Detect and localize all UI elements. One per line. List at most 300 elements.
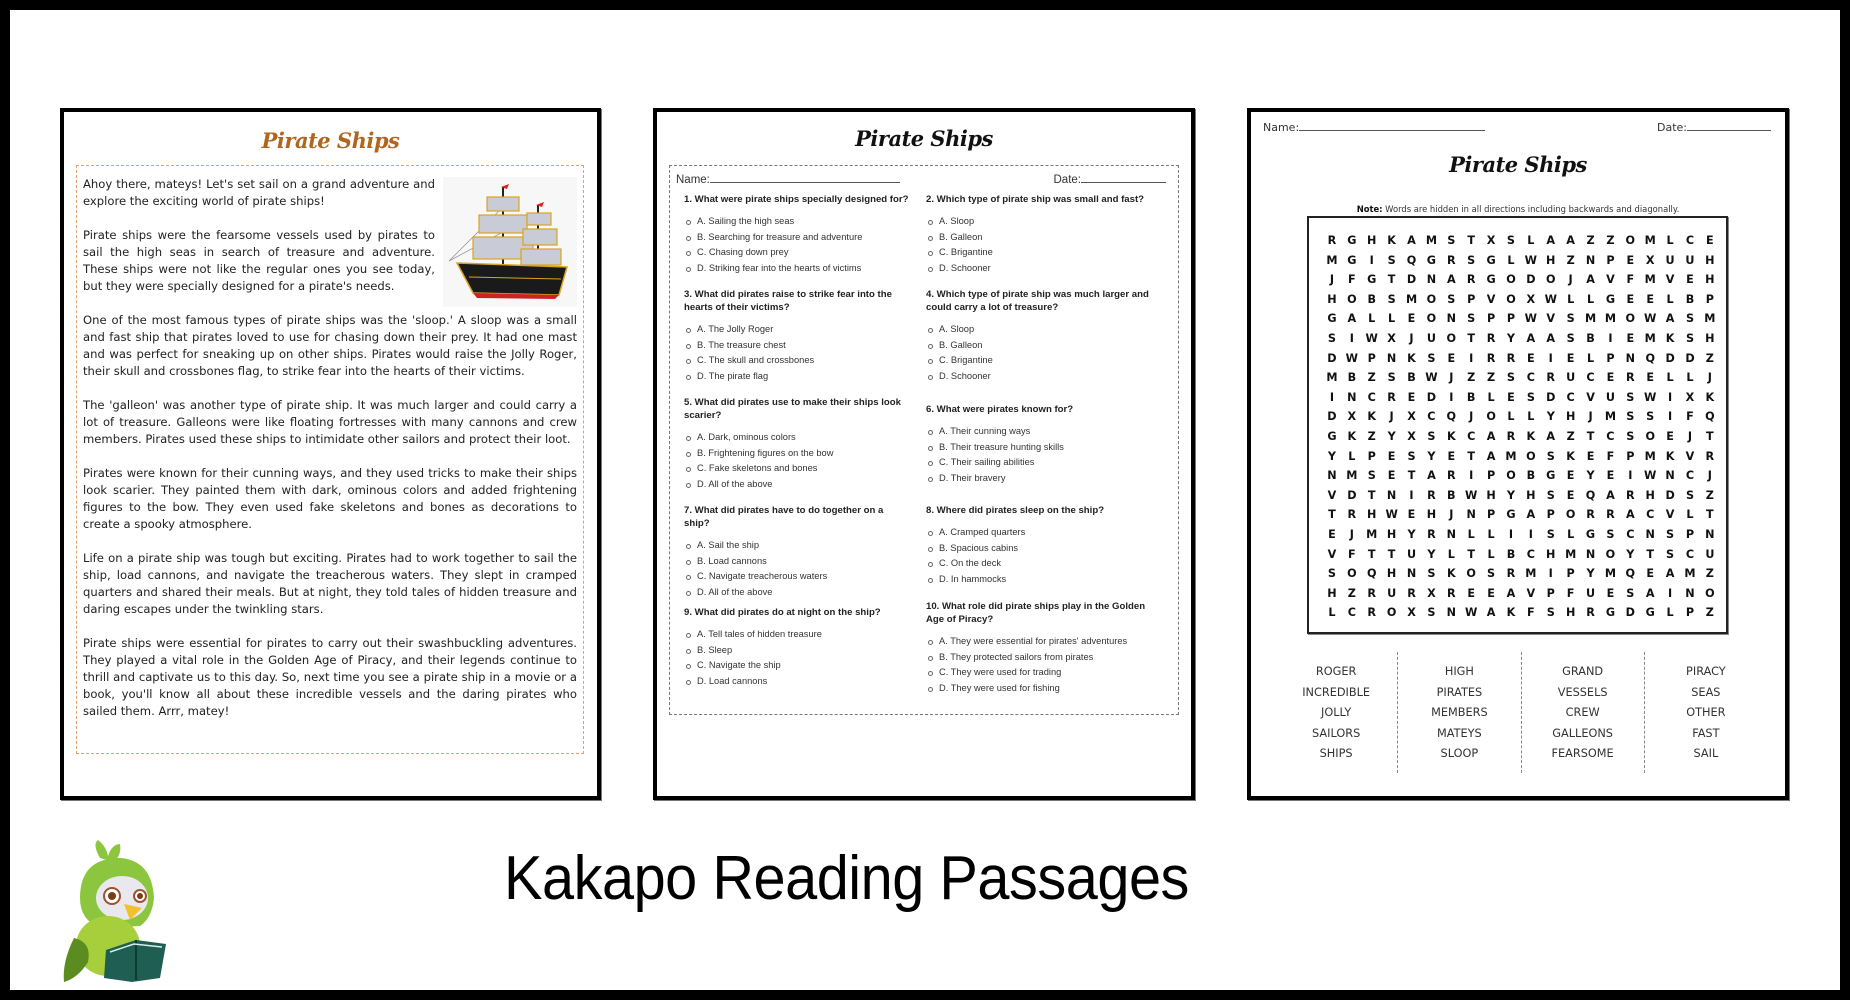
grid-letter[interactable]: N [1386,488,1397,502]
grid-letter[interactable]: R [1427,488,1436,502]
grid-letter[interactable]: N [1585,547,1596,561]
grid-letter[interactable]: Y [1506,488,1516,502]
grid-letter[interactable]: N [1705,527,1715,541]
grid-letter[interactable]: M [1505,449,1517,463]
grid-letter[interactable]: O [1426,292,1437,306]
grid-letter[interactable]: O [1506,273,1516,287]
grid-letter[interactable]: O [1625,234,1636,247]
grid-letter[interactable]: H [1367,508,1377,522]
grid-letter[interactable]: P [1546,586,1555,600]
grid-letter[interactable]: G [1327,312,1337,326]
grid-letter[interactable]: P [1367,449,1376,463]
grid-letter[interactable]: C [1685,469,1695,483]
answer-option[interactable]: A. Sloop [926,214,1151,230]
grid-letter[interactable]: I [1668,410,1673,424]
grid-letter[interactable]: D [1406,273,1417,287]
grid-letter[interactable]: A [1645,586,1655,600]
grid-letter[interactable]: I [1608,331,1613,345]
grid-letter[interactable]: A [1407,234,1416,247]
grid-letter[interactable]: Z [1606,234,1615,247]
grid-letter[interactable]: S [1626,390,1635,404]
grid-letter[interactable]: P [1685,527,1695,541]
grid-letter[interactable]: P [1467,292,1476,306]
grid-letter[interactable]: P [1506,312,1516,326]
grid-letter[interactable]: C [1427,410,1436,424]
grid-letter[interactable]: R [1367,606,1377,620]
grid-letter[interactable]: J [1449,508,1454,522]
grid-letter[interactable]: Z [1487,371,1496,385]
grid-letter[interactable]: T [1706,508,1714,522]
grid-letter[interactable]: Z [1705,351,1714,365]
grid-letter[interactable]: R [1546,371,1556,385]
grid-letter[interactable]: M [1704,312,1716,326]
grid-letter[interactable]: C [1626,527,1635,541]
grid-letter[interactable]: V [1665,508,1675,522]
grid-letter[interactable]: M [1644,234,1656,247]
grid-letter[interactable]: H [1705,273,1715,287]
grid-letter[interactable]: T [1387,273,1396,287]
answer-option[interactable]: C. Chasing down prey [684,245,909,261]
grid-letter[interactable]: X [1407,410,1416,424]
grid-letter[interactable]: S [1685,312,1694,326]
grid-letter[interactable]: M [1525,567,1537,581]
grid-letter[interactable]: C [1367,390,1376,404]
grid-letter[interactable]: I [1548,351,1553,365]
grid-letter[interactable]: H [1645,488,1655,502]
grid-letter[interactable]: A [1526,331,1536,345]
grid-letter[interactable]: U [1387,586,1397,600]
answer-option[interactable]: D. All of the above [684,585,909,601]
grid-letter[interactable]: L [1507,253,1515,267]
grid-letter[interactable]: N [1347,390,1357,404]
grid-letter[interactable]: S [1685,331,1694,345]
answer-option[interactable]: A. Sloop [926,322,1151,338]
grid-letter[interactable]: J [1568,273,1573,287]
grid-letter[interactable]: F [1686,410,1694,424]
grid-letter[interactable]: U [1665,253,1675,267]
grid-letter[interactable]: T [1407,469,1416,483]
grid-letter[interactable]: K [1506,606,1516,620]
grid-letter[interactable]: N [1386,351,1397,365]
grid-letter[interactable]: S [1387,253,1396,267]
grid-letter[interactable]: T [1706,429,1714,443]
grid-letter[interactable]: B [1586,331,1595,345]
grid-letter[interactable]: A [1566,234,1575,247]
grid-letter[interactable]: V [1665,273,1675,287]
grid-letter[interactable]: C [1566,390,1575,404]
grid-letter[interactable]: D [1327,410,1337,424]
grid-letter[interactable]: S [1506,371,1515,385]
grid-letter[interactable]: M [1604,410,1616,424]
grid-letter[interactable]: M [1366,527,1378,541]
grid-letter[interactable]: H [1386,567,1397,581]
grid-letter[interactable]: J [1449,371,1454,385]
grid-letter[interactable]: L [1586,351,1595,365]
grid-letter[interactable]: M [1405,292,1418,306]
grid-letter[interactable]: S [1387,371,1396,385]
answer-option[interactable]: B. Frightening figures on the bow [684,446,909,462]
grid-letter[interactable]: Z [1467,371,1476,385]
grid-letter[interactable]: U [1426,331,1436,345]
grid-letter[interactable]: L [1348,449,1356,463]
grid-letter[interactable]: V [1586,390,1595,404]
grid-letter[interactable]: R [1327,234,1337,247]
grid-letter[interactable]: N [1446,312,1456,326]
grid-letter[interactable]: W [1524,312,1538,326]
grid-letter[interactable]: O [1446,331,1457,345]
grid-letter[interactable]: S [1606,527,1615,541]
grid-letter[interactable]: D [1526,273,1536,287]
grid-letter[interactable]: G [1347,234,1357,247]
grid-letter[interactable]: A [1446,273,1456,287]
grid-letter[interactable]: L [1586,292,1595,306]
grid-letter[interactable]: S [1685,488,1694,502]
grid-letter[interactable]: P [1606,351,1615,365]
grid-letter[interactable]: W [1425,371,1438,385]
grid-letter[interactable]: E [1606,586,1615,600]
grid-letter[interactable]: Z [1367,371,1376,385]
grid-letter[interactable]: W [1385,508,1398,522]
grid-letter[interactable]: R [1387,390,1396,404]
grid-letter[interactable]: R [1486,331,1496,345]
grid-letter[interactable]: S [1646,410,1655,424]
grid-letter[interactable]: S [1427,429,1436,443]
grid-letter[interactable]: V [1606,273,1615,287]
grid-letter[interactable]: G [1585,527,1596,541]
grid-letter[interactable]: M [1346,469,1358,483]
grid-letter[interactable]: H [1486,488,1496,502]
grid-letter[interactable]: T [1367,547,1376,561]
grid-letter[interactable]: K [1566,449,1575,463]
grid-letter[interactable]: W [1365,331,1378,345]
grid-letter[interactable]: O [1466,567,1476,581]
grid-letter[interactable]: A [1506,586,1516,600]
grid-letter[interactable]: R [1446,469,1456,483]
grid-letter[interactable]: T [1586,429,1595,443]
answer-option[interactable]: C. Brigantine [926,245,1151,261]
grid-letter[interactable]: B [1367,292,1376,306]
grid-letter[interactable]: N [1446,606,1456,620]
answer-option[interactable]: C. Navigate the ship [684,658,909,674]
grid-letter[interactable]: L [1388,312,1396,326]
grid-letter[interactable]: J [1707,371,1712,385]
answer-option[interactable]: D. All of the above [684,477,909,493]
grid-letter[interactable]: N [1406,567,1417,581]
grid-letter[interactable]: N [1685,586,1695,600]
grid-letter[interactable]: K [1347,429,1357,443]
grid-letter[interactable]: A [1606,488,1615,502]
grid-letter[interactable]: E [1527,351,1535,365]
grid-letter[interactable]: P [1685,606,1695,620]
grid-letter[interactable]: E [1407,390,1416,404]
grid-letter[interactable]: S [1467,312,1476,326]
grid-letter[interactable]: G [1486,273,1496,287]
grid-letter[interactable]: O [1705,586,1715,600]
grid-letter[interactable]: I [1449,390,1454,404]
answer-option[interactable]: A. Sailing the high seas [684,214,909,230]
grid-letter[interactable]: W [1465,606,1478,620]
answer-option[interactable]: D. Load cannons [684,674,909,690]
grid-letter[interactable]: K [1665,331,1675,345]
grid-letter[interactable]: O [1506,469,1516,483]
grid-letter[interactable]: G [1605,292,1615,306]
grid-letter[interactable]: C [1526,371,1535,385]
grid-letter[interactable]: L [1487,390,1495,404]
grid-letter[interactable]: H [1386,527,1397,541]
grid-letter[interactable]: C [1685,547,1695,561]
grid-letter[interactable]: J [1707,469,1712,483]
grid-letter[interactable]: U [1406,547,1417,561]
grid-letter[interactable]: W [1644,469,1657,483]
grid-letter[interactable]: W [1644,390,1657,404]
grid-letter[interactable]: G [1645,606,1655,620]
grid-letter[interactable]: R [1347,508,1357,522]
grid-letter[interactable]: T [1646,547,1655,561]
grid-letter[interactable]: E [1626,253,1635,267]
answer-option[interactable]: A. Tell tales of hidden treasure [684,627,909,643]
grid-letter[interactable]: O [1545,273,1556,287]
grid-letter[interactable]: J [1409,331,1414,345]
answer-option[interactable]: A. Cramped quarters [926,525,1151,541]
grid-letter[interactable]: Z [1367,429,1376,443]
grid-letter[interactable]: A [1486,429,1496,443]
grid-letter[interactable]: H [1565,410,1576,424]
grid-letter[interactable]: O [1347,567,1357,581]
grid-letter[interactable]: G [1347,253,1357,267]
grid-letter[interactable]: E [1646,371,1655,385]
grid-letter[interactable]: I [1528,527,1533,541]
grid-letter[interactable]: Y [1327,449,1336,463]
answer-option[interactable]: B. Galleon [926,338,1151,354]
grid-letter[interactable]: V [1327,488,1337,502]
grid-letter[interactable]: A [1546,234,1556,247]
answer-option[interactable]: A. They were essential for pirates' adventures [926,634,1151,650]
grid-letter[interactable]: R [1586,606,1595,620]
grid-letter[interactable]: K [1446,429,1456,443]
grid-letter[interactable]: H [1705,253,1715,267]
grid-letter[interactable]: M [1644,273,1656,287]
answer-option[interactable]: A. Their cunning ways [926,424,1151,440]
grid-letter[interactable]: F [1348,273,1356,287]
grid-letter[interactable]: U [1566,371,1576,385]
grid-letter[interactable]: A [1546,331,1556,345]
grid-letter[interactable]: R [1506,567,1516,581]
grid-letter[interactable]: T [1467,234,1475,247]
grid-letter[interactable]: V [1526,586,1536,600]
grid-letter[interactable]: L [1666,234,1674,247]
grid-letter[interactable]: Q [1406,253,1417,267]
grid-letter[interactable]: A [1546,429,1556,443]
grid-letter[interactable]: L [1666,292,1674,306]
grid-letter[interactable]: F [1527,606,1535,620]
grid-letter[interactable]: Z [1705,567,1714,581]
grid-letter[interactable]: C [1467,429,1476,443]
grid-letter[interactable]: E [1387,449,1396,463]
grid-letter[interactable]: M [1604,312,1616,326]
grid-letter[interactable]: P [1705,292,1714,306]
grid-letter[interactable]: X [1685,390,1695,404]
grid-letter[interactable]: U [1705,547,1715,561]
grid-letter[interactable]: W [1544,292,1557,306]
answer-option[interactable]: B. Load cannons [684,554,909,570]
grid-letter[interactable]: B [1347,371,1357,385]
answer-option[interactable]: D. The pirate flag [684,369,909,385]
grid-letter[interactable]: W [1465,488,1478,502]
grid-letter[interactable]: K [1407,351,1416,365]
grid-letter[interactable]: C [1586,371,1595,385]
answer-option[interactable]: B. Sleep [684,643,909,659]
grid-letter[interactable]: M [1644,449,1656,463]
grid-letter[interactable]: R [1705,449,1715,463]
grid-letter[interactable]: R [1586,508,1595,522]
grid-letter[interactable]: L [1507,410,1515,424]
grid-letter[interactable]: R [1446,253,1456,267]
grid-letter[interactable]: O [1565,508,1576,522]
grid-letter[interactable]: D [1546,390,1556,404]
grid-letter[interactable]: W [1644,312,1657,326]
answer-option[interactable]: B. The treasure chest [684,338,909,354]
grid-letter[interactable]: D [1685,351,1695,365]
grid-letter[interactable]: L [1686,371,1694,385]
grid-letter[interactable]: L [1666,371,1674,385]
grid-letter[interactable]: J [1349,527,1354,541]
grid-letter[interactable]: K [1387,234,1396,247]
grid-letter[interactable]: E [1646,292,1655,306]
grid-letter[interactable]: U [1585,586,1596,600]
grid-letter[interactable]: E [1586,449,1595,463]
grid-letter[interactable]: R [1407,586,1416,600]
grid-letter[interactable]: D [1347,488,1357,502]
grid-letter[interactable]: A [1486,449,1496,463]
grid-letter[interactable]: Z [1566,429,1575,443]
grid-letter[interactable]: P [1486,312,1496,326]
answer-option[interactable]: D. Their bravery [926,471,1151,487]
grid-letter[interactable]: K [1446,567,1456,581]
grid-letter[interactable]: P [1606,253,1615,267]
grid-letter[interactable]: S [1666,527,1675,541]
grid-letter[interactable]: C [1646,508,1655,522]
grid-letter[interactable]: Z [1566,253,1575,267]
grid-letter[interactable]: R [1446,586,1456,600]
grid-letter[interactable]: T [1387,547,1396,561]
grid-letter[interactable]: S [1626,586,1635,600]
grid-letter[interactable]: E [1447,351,1456,365]
grid-letter[interactable]: V [1327,547,1337,561]
answer-option[interactable]: D. Schooner [926,261,1151,277]
grid-letter[interactable]: A [1625,508,1635,522]
grid-letter[interactable]: M [1604,567,1616,581]
grid-letter[interactable]: T [1467,449,1475,463]
answer-option[interactable]: B. Galleon [926,230,1151,246]
grid-letter[interactable]: X [1645,253,1655,267]
grid-letter[interactable]: A [1665,312,1675,326]
grid-letter[interactable]: E [1666,429,1674,443]
grid-letter[interactable]: B [1526,469,1536,483]
grid-letter[interactable]: E [1606,469,1615,483]
answer-option[interactable]: A. Sail the ship [684,538,909,554]
grid-letter[interactable]: G [1605,606,1615,620]
grid-letter[interactable]: S [1626,429,1635,443]
grid-letter[interactable]: H [1327,586,1337,600]
grid-letter[interactable]: R [1506,429,1516,443]
grid-letter[interactable]: R [1606,508,1615,522]
grid-letter[interactable]: H [1526,488,1536,502]
grid-letter[interactable]: H [1705,331,1715,345]
answer-option[interactable]: C. Brigantine [926,353,1151,369]
grid-letter[interactable]: O [1426,312,1437,326]
grid-letter[interactable]: A [1526,508,1536,522]
grid-letter[interactable]: D [1426,390,1437,404]
grid-letter[interactable]: D [1665,488,1675,502]
grid-letter[interactable]: Q [1366,567,1377,581]
grid-letter[interactable]: Z [1586,234,1595,247]
grid-letter[interactable]: J [1687,429,1693,443]
grid-letter[interactable]: R [1486,351,1496,365]
grid-letter[interactable]: Z [1705,606,1714,620]
grid-letter[interactable]: J [1389,410,1394,424]
grid-letter[interactable]: T [1367,488,1376,502]
grid-letter[interactable]: W [1345,351,1358,365]
grid-letter[interactable]: E [1686,273,1694,287]
grid-letter[interactable]: U [1685,253,1695,267]
grid-letter[interactable]: E [1646,567,1655,581]
grid-letter[interactable]: Z [1347,586,1356,600]
grid-letter[interactable]: R [1506,351,1516,365]
grid-letter[interactable]: M [1644,331,1656,345]
grid-letter[interactable]: K [1705,390,1715,404]
grid-letter[interactable]: Z [1705,488,1714,502]
grid-letter[interactable]: A [1427,469,1436,483]
grid-letter[interactable]: H [1546,253,1556,267]
grid-letter[interactable]: V [1546,312,1556,326]
grid-letter[interactable]: S [1566,331,1575,345]
grid-letter[interactable]: L [1487,547,1495,561]
grid-letter[interactable]: S [1447,292,1456,306]
grid-letter[interactable]: I [1469,469,1474,483]
grid-letter[interactable]: S [1546,527,1555,541]
grid-letter[interactable]: S [1427,606,1436,620]
grid-letter[interactable]: S [1367,469,1376,483]
grid-letter[interactable]: Q [1705,410,1715,424]
grid-letter[interactable]: L [1666,606,1674,620]
grid-letter[interactable]: D [1665,351,1675,365]
grid-letter[interactable]: F [1566,586,1575,600]
grid-letter[interactable]: X [1427,586,1436,600]
grid-letter[interactable]: E [1328,527,1336,541]
grid-letter[interactable]: I [1668,390,1673,404]
grid-letter[interactable]: L [1447,547,1455,561]
grid-letter[interactable]: X [1407,606,1416,620]
grid-letter[interactable]: N [1585,253,1596,267]
grid-letter[interactable]: Y [1546,410,1555,424]
grid-letter[interactable]: Y [1586,567,1595,581]
grid-letter[interactable]: W [1524,253,1538,267]
grid-letter[interactable]: I [1548,567,1553,581]
answer-option[interactable]: C. On the deck [926,556,1151,572]
grid-letter[interactable]: F [1348,547,1356,561]
grid-letter[interactable]: I [1469,351,1474,365]
grid-letter[interactable]: L [1487,527,1495,541]
grid-letter[interactable]: S [1666,547,1675,561]
grid-letter[interactable]: H [1546,547,1556,561]
grid-letter[interactable]: S [1427,567,1436,581]
grid-letter[interactable]: Y [1427,449,1436,463]
grid-letter[interactable]: Y [1427,547,1436,561]
answer-option[interactable]: A. Dark, ominous colors [684,430,909,446]
grid-letter[interactable]: F [1606,449,1615,463]
grid-letter[interactable]: N [1466,508,1476,522]
grid-letter[interactable]: G [1367,273,1377,287]
